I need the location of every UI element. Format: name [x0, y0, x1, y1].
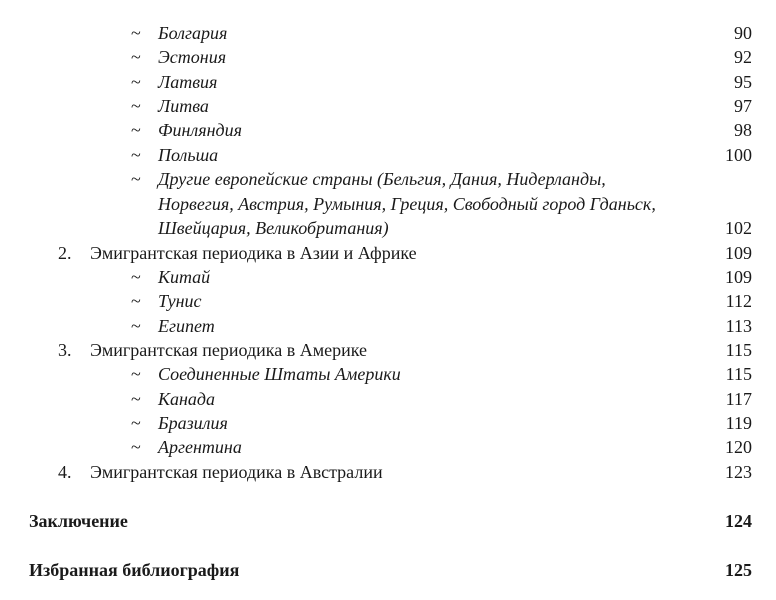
entry-title-line: Другие европейские страны (Бельгия, Дания, Нидерланды, — [158, 169, 606, 189]
entry-title-line: Норвегия, Австрия, Румыния, Греция, Свободный город Гданьск, — [158, 194, 656, 214]
entry-title: Тунис — [158, 291, 202, 311]
page-number: 90 — [734, 23, 752, 43]
section-number: 2. — [58, 243, 72, 263]
bullet-tilde: ~ — [131, 389, 141, 409]
entry-title: Польша — [158, 145, 219, 165]
page-number: 125 — [725, 560, 752, 580]
section-title: Эмигрантская периодика в Австралии — [90, 462, 383, 482]
section-number: 4. — [58, 462, 72, 482]
page-number: 124 — [725, 511, 752, 531]
bullet-tilde: ~ — [131, 72, 141, 92]
page-number: 113 — [725, 316, 752, 336]
toc-bibliography — [0, 558, 776, 582]
bullet-tilde: ~ — [131, 145, 141, 165]
toc-entry-tunisia — [0, 289, 776, 313]
toc-entry-bulgaria — [0, 21, 776, 45]
toc-entry-other-europe-line-1 — [0, 167, 776, 191]
entry-title: Болгария — [158, 23, 228, 43]
page-number: 115 — [725, 364, 752, 384]
bullet-tilde: ~ — [131, 291, 141, 311]
toc-entry-canada — [0, 387, 776, 411]
toc-entry-argentina — [0, 435, 776, 459]
entry-title: Канада — [158, 389, 215, 409]
toc-entry-brazil — [0, 411, 776, 435]
page-number: 98 — [734, 120, 752, 140]
bullet-tilde: ~ — [131, 437, 141, 457]
toc-entry-poland — [0, 143, 776, 167]
toc-section-america — [0, 338, 776, 362]
section-title: Эмигрантская периодика в Азии и Африке — [90, 243, 417, 263]
toc-conclusion — [0, 509, 776, 533]
page-number: 95 — [734, 72, 752, 92]
entry-title: Аргентина — [158, 437, 242, 457]
entry-title: Финляндия — [158, 120, 243, 140]
entry-title: Бразилия — [158, 413, 228, 433]
page-number: 119 — [725, 413, 752, 433]
bullet-tilde: ~ — [131, 47, 141, 67]
bullet-tilde: ~ — [131, 96, 141, 116]
page-number: 109 — [725, 267, 752, 287]
page-number: 123 — [725, 462, 752, 482]
toc-entry-finland — [0, 118, 776, 142]
page-number: 112 — [725, 291, 752, 311]
bullet-tilde: ~ — [131, 413, 141, 433]
chapter-title: Избранная библиография — [29, 560, 240, 580]
page-number: 117 — [725, 389, 752, 409]
section-number: 3. — [58, 340, 72, 360]
page-number: 100 — [725, 145, 752, 165]
page-number: 97 — [734, 96, 752, 116]
page-number: 115 — [725, 340, 752, 360]
entry-title: Литва — [158, 96, 209, 116]
entry-title: Эстония — [158, 47, 227, 67]
section-title: Эмигрантская периодика в Америке — [90, 340, 368, 360]
page-number: 92 — [734, 47, 752, 67]
entry-title: Латвия — [158, 72, 218, 92]
toc-entry-estonia — [0, 45, 776, 69]
toc-section-asia-africa — [0, 241, 776, 265]
bullet-tilde: ~ — [131, 120, 141, 140]
entry-title: Соединенные Штаты Америки — [158, 364, 401, 384]
bullet-tilde: ~ — [131, 364, 141, 384]
entry-title: Египет — [158, 316, 215, 336]
bullet-tilde: ~ — [131, 23, 141, 43]
bullet-tilde: ~ — [131, 267, 141, 287]
bullet-tilde: ~ — [131, 169, 141, 189]
toc-entry-china — [0, 265, 776, 289]
page-number: 102 — [725, 218, 752, 238]
chapter-title: Заключение — [29, 511, 128, 531]
bullet-tilde: ~ — [131, 316, 141, 336]
entry-title-line: Швейцария, Великобритания) — [158, 218, 389, 238]
entry-title: Китай — [158, 267, 211, 287]
toc-entry-latvia — [0, 70, 776, 94]
toc-entry-egypt — [0, 314, 776, 338]
toc-entry-usa — [0, 362, 776, 386]
page-number: 109 — [725, 243, 752, 263]
toc-entry-lithuania — [0, 94, 776, 118]
toc-entry-other-europe-line-2 — [0, 192, 776, 216]
toc-entry-other-europe-line-3 — [0, 216, 776, 240]
page-number: 120 — [725, 437, 752, 457]
toc-section-australia — [0, 460, 776, 484]
